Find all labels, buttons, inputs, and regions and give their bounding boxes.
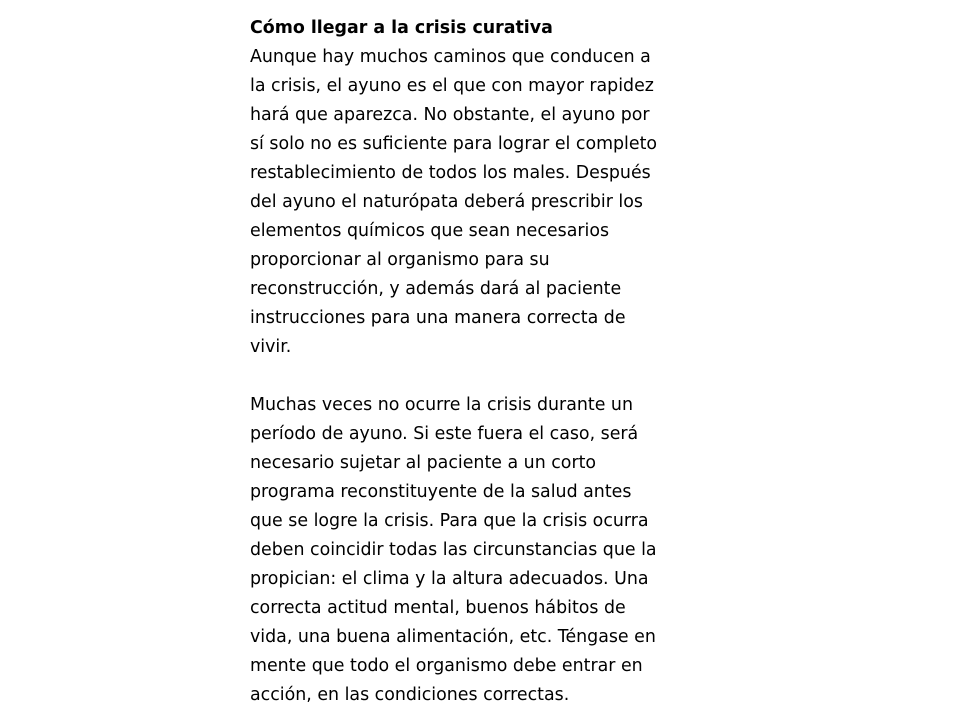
paragraph-line: necesario sujetar al paciente a un corto: [250, 453, 597, 473]
paragraph-line: instrucciones para una manera correcta de: [250, 308, 626, 328]
paragraph-1: [250, 43, 720, 362]
paragraph-line: reconstrucción, y además dará al paciente: [250, 279, 622, 299]
paragraph-line: vivir.: [250, 337, 292, 357]
paragraph-line: período de ayuno. Si este fuera el caso, será: [250, 424, 639, 444]
paragraph-line: del ayuno el naturópata deberá prescribir los: [250, 192, 643, 212]
paragraph-line: restablecimiento de todos los males. Después: [250, 163, 651, 183]
paragraph-line: deben coincidir todas las circunstancias que la: [250, 540, 657, 560]
paragraph-line: Aunque hay muchos caminos que conducen a: [250, 47, 651, 67]
paragraph-line: que se logre la crisis. Para que la crisis ocurra: [250, 511, 649, 531]
paragraph-line: elementos químicos que sean necesarios: [250, 221, 610, 241]
paragraph-line: correcta actitud mental, buenos hábitos de: [250, 598, 626, 618]
paragraph-line: hará que aparezca. No obstante, el ayuno por: [250, 105, 650, 125]
paragraph-line: programa reconstituyente de la salud antes: [250, 482, 632, 502]
paragraph-line: proporcionar al organismo para su: [250, 250, 550, 270]
paragraph-2: [250, 391, 720, 710]
paragraph-line: la crisis, el ayuno es el que con mayor rapidez: [250, 76, 654, 96]
paragraph-gap: [250, 362, 720, 391]
paragraph-line: mente que todo el organismo debe entrar en: [250, 656, 643, 676]
text-block: [250, 14, 720, 710]
paragraph-line: sí solo no es suficiente para lograr el completo: [250, 134, 658, 154]
paragraph-line: acción, en las condiciones correctas.: [250, 685, 570, 705]
paragraph-line: Muchas veces no ocurre la crisis durante un: [250, 395, 633, 415]
paragraph-line: propician: el clima y la altura adecuados. Una: [250, 569, 649, 589]
paragraph-line: vida, una buena alimentación, etc. Téngase en: [250, 627, 656, 647]
document-title: Cómo llegar a la crisis curativa: [250, 18, 553, 38]
